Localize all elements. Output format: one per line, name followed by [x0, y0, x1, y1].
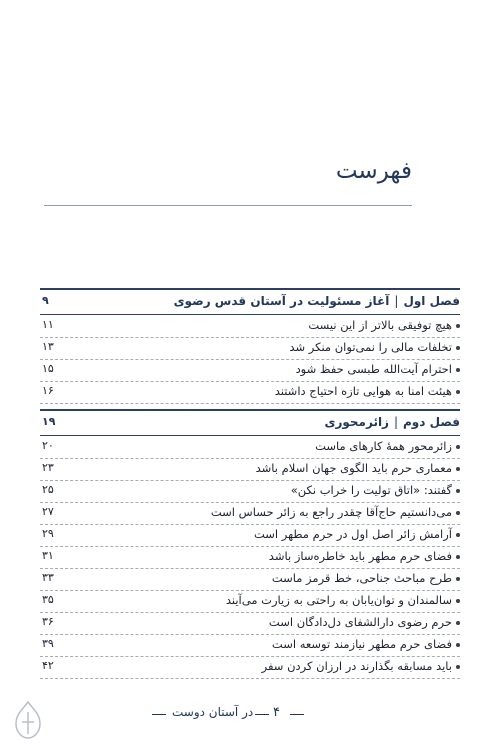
- bullet-icon: [456, 665, 460, 669]
- toc-item-title: فضای حرم مطهر نیازمند توسعه است: [271, 637, 452, 651]
- bullet-icon: [456, 577, 460, 581]
- separator: |: [393, 415, 399, 429]
- toc-chapter-2[interactable]: [40, 409, 460, 436]
- toc-item-page: ۲۵: [42, 483, 54, 496]
- toc-item-page: ۲۰: [42, 439, 54, 452]
- toc-item-title: زائرمحور همهٔ کارهای ماست: [315, 439, 452, 453]
- toc-item[interactable]: [40, 458, 460, 481]
- bullet-icon: [456, 390, 460, 394]
- footer-page-number: ۴: [273, 705, 280, 720]
- bullet-icon: [456, 599, 460, 603]
- toc-item-title: طرح مباحث جناحی، خط قرمز ماست: [271, 571, 452, 585]
- toc-item-title: آرامش زائر اصل اول در حرم مطهر است: [253, 527, 452, 541]
- toc-item-page: ۳۱: [42, 549, 54, 562]
- toc-item-title: می‌دانستیم حاج‌آقا چقدر راجع به زائر حساس است: [210, 505, 452, 519]
- bullet-icon: [456, 324, 460, 328]
- toc-item-page: ۳۹: [42, 637, 54, 650]
- toc-item-page: ۲۳: [42, 461, 54, 474]
- toc-item[interactable]: [40, 634, 460, 657]
- separator: |: [394, 294, 399, 308]
- toc-item[interactable]: [40, 612, 460, 635]
- toc-item-title: حرم رضوی دارالشفای دل‌دادگان است: [268, 615, 452, 629]
- toc-item-page: ۳۶: [42, 615, 54, 628]
- footer-dash: [290, 714, 304, 715]
- toc-item-page: ۳۳: [42, 571, 54, 584]
- toc-item[interactable]: [40, 656, 460, 679]
- toc-item[interactable]: [40, 436, 460, 459]
- toc-item-title: سالمندان و توان‌یابان به راحتی به زیارت می‌آیند: [225, 593, 452, 607]
- toc-item-page: ۲۹: [42, 527, 54, 540]
- toc-item[interactable]: [40, 502, 460, 525]
- bullet-icon: [456, 621, 460, 625]
- bullet-icon: [456, 346, 460, 350]
- toc-item-title: هیچ توفیقی بالاتر از این نیست: [308, 318, 452, 332]
- chapter-title: آغاز مسئولیت در آستان قدس رضوی: [173, 294, 390, 308]
- bullet-icon: [456, 643, 460, 647]
- chapter-page-number: ۱۹: [42, 415, 56, 428]
- toc-chapter-1[interactable]: [40, 288, 460, 315]
- toc-item[interactable]: [40, 546, 460, 569]
- toc-item-title: معماری حرم باید الگوی جهان اسلام باشد: [255, 461, 452, 475]
- toc-item-page: ۱۱: [42, 318, 54, 331]
- toc-item-page: ۱۶: [42, 384, 54, 397]
- toc-item[interactable]: [40, 337, 460, 360]
- page-title: فهرست: [335, 158, 412, 184]
- bullet-icon: [456, 368, 460, 372]
- toc-item[interactable]: [40, 381, 460, 404]
- toc-item-page: ۱۵: [42, 362, 54, 375]
- toc-item-title: تخلفات مالی را نمی‌توان منکر شد: [289, 340, 452, 354]
- toc-item-title: هیئت امنا به هوایی تازه احتیاج داشتند: [274, 384, 452, 398]
- toc-item-title: فضای حرم مطهر باید خاطره‌ساز باشد: [268, 549, 452, 563]
- toc-item[interactable]: [40, 480, 460, 503]
- toc-item[interactable]: [40, 590, 460, 613]
- toc-item[interactable]: [40, 568, 460, 591]
- chapter-label: فصل اول: [403, 294, 460, 308]
- bullet-icon: [456, 533, 460, 537]
- chapter-title: زائرمحوری: [324, 415, 389, 429]
- toc-item-title: گفتند: «اتاق تولیت را خراب نکن»: [290, 483, 452, 497]
- footer-dash: [255, 714, 269, 715]
- toc-item[interactable]: [40, 359, 460, 382]
- toc-item[interactable]: [40, 315, 460, 338]
- bullet-icon: [456, 467, 460, 471]
- toc-item-title: احترام آیت‌الله طبسی حفظ شود: [295, 362, 452, 376]
- footer-dash: [152, 714, 166, 715]
- publisher-logo-icon: [12, 700, 44, 740]
- bullet-icon: [456, 511, 460, 515]
- toc-item-page: ۳۵: [42, 593, 54, 606]
- bullet-icon: [456, 555, 460, 559]
- chapter-label: فصل دوم: [403, 415, 460, 429]
- toc-item-page: ۱۳: [42, 340, 54, 353]
- toc-item-title: باید مسابقه بگذارند در ارزان کردن سفر: [261, 659, 452, 673]
- chapter-page-number: ۹: [42, 294, 49, 307]
- page-footer: [0, 702, 500, 726]
- footer-book-title: در آستان دوست: [172, 705, 254, 719]
- toc-item-page: ۲۷: [42, 505, 54, 518]
- bullet-icon: [456, 445, 460, 449]
- toc-item-page: ۴۲: [42, 659, 54, 672]
- bullet-icon: [456, 489, 460, 493]
- toc-item[interactable]: [40, 524, 460, 547]
